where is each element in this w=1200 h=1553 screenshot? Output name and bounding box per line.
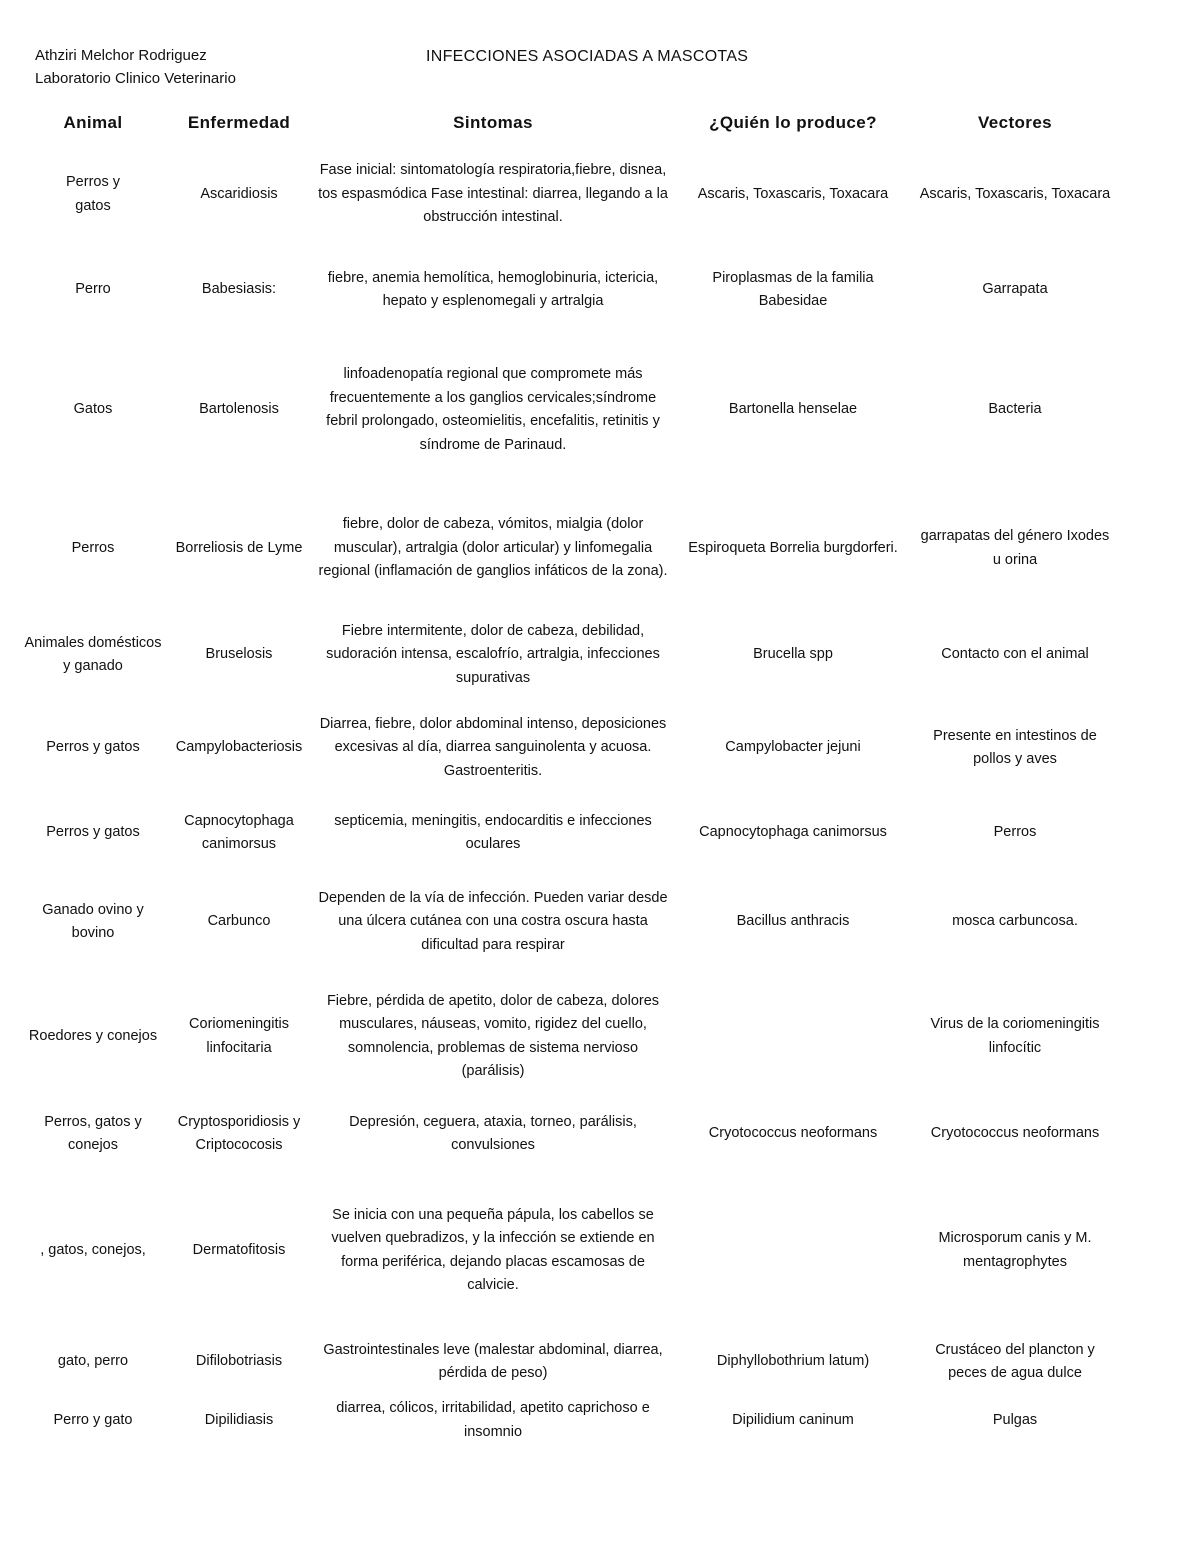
cell-enfermedad: Babesiasis:: [201, 281, 277, 298]
cell-produce: Diphyllobothrium latum): [716, 1353, 870, 1370]
cell-sintomas: septicemia, meningitis, endocarditis e infecciones oculares: [334, 812, 652, 852]
department-name: Laboratorio Clinico Veterinario: [35, 70, 236, 87]
table-row: [20, 610, 1180, 700]
cell-produce: Campylobacter jejuni: [725, 739, 861, 756]
cell-produce: Bacillus anthracis: [736, 913, 850, 930]
cell-sintomas: Dependen de la vía de infección. Pueden variar desde una úlcera cutánea con una costra oscura hasta dificultad para respirar: [318, 889, 668, 953]
table-header-row: [20, 104, 1180, 142]
cell-produce: Piroplasmas de la familia Babesidae: [712, 269, 874, 309]
author-name: Athziri Melchor Rodriguez: [35, 47, 207, 64]
cell-animal: , gatos, conejos,: [40, 1241, 146, 1258]
cell-animal: Perros y gatos: [46, 739, 140, 756]
column-header-animal: Animal: [63, 113, 123, 132]
table-row: [20, 247, 1180, 333]
cell-animal: Gatos: [73, 401, 113, 418]
cell-animal: Perros y gatos: [46, 824, 140, 841]
cell-vectores: garrapatas del género Ixodes u orina: [920, 528, 1110, 568]
table-row: [20, 796, 1180, 870]
cell-vectores: Perros: [993, 824, 1037, 841]
table-row: [20, 700, 1180, 796]
column-header-vectores: Vectores: [977, 113, 1053, 132]
cell-sintomas: Fiebre, pérdida de apetito, dolor de cabeza, dolores musculares, náuseas, vomito, rigidez del cuello, somnolencia, problemas de sistema nervioso (parálisis): [326, 992, 660, 1079]
cell-enfermedad: Bruselosis: [205, 646, 273, 663]
cell-enfermedad: Dermatofitosis: [192, 1241, 286, 1258]
cell-sintomas: fiebre, anemia hemolítica, hemoglobinuria, ictericia, hepato y esplenomegali y artralgia: [327, 269, 659, 309]
cell-animal: gato, perro: [57, 1353, 129, 1370]
cell-animal: Perros: [71, 539, 115, 556]
cell-enfermedad: Difilobotriasis: [195, 1353, 283, 1370]
table-row: [20, 1332, 1180, 1392]
table-row: [20, 974, 1180, 1099]
cell-sintomas: linfoadenopatía regional que compromete más frecuentemente a los ganglios cervicales;síndrome febril prolongado, osteomielitis, encefalitis, retinitis y síndrome de Parinaud.: [326, 366, 660, 453]
cell-produce: Brucella spp: [753, 646, 833, 663]
column-header-sintomas: Sintomas: [453, 113, 533, 132]
table-row: [20, 870, 1180, 974]
cell-sintomas: Fase inicial: sintomatología respiratoria,fiebre, disnea, tos espasmódica Fase intestinal: diarrea, llegando a la obstrucción intestinal.: [318, 162, 668, 226]
table-row: [20, 142, 1180, 247]
table-row: [20, 1099, 1180, 1169]
cell-produce: Espiroqueta Borrelia burgdorferi.: [688, 539, 898, 556]
cell-animal: Ganado ovino y bovino: [42, 901, 144, 941]
cell-produce: Dipilidium caninum: [732, 1411, 854, 1428]
cell-enfermedad: Capnocytophaga canimorsus: [184, 812, 294, 852]
cell-animal: Perro: [75, 281, 111, 298]
column-header-produce: ¿Quién lo produce?: [709, 113, 877, 132]
cell-vectores: Presente en intestinos de pollos y aves: [933, 727, 1097, 767]
cell-vectores: Contacto con el animal: [941, 646, 1089, 663]
cell-animal: Perro y gato: [53, 1411, 133, 1428]
cell-enfermedad: Ascaridiosis: [200, 185, 278, 202]
cell-animal: Perros y gatos: [66, 174, 120, 214]
cell-animal: Roedores y conejos: [28, 1027, 158, 1044]
cell-enfermedad: Campylobacteriosis: [175, 739, 303, 756]
cell-enfermedad: Borreliosis de Lyme: [175, 539, 303, 556]
cell-vectores: mosca carbuncosa.: [952, 913, 1078, 930]
cell-vectores: Microsporum canis y M. mentagrophytes: [938, 1230, 1092, 1270]
table-row: [20, 487, 1180, 610]
table-row: [20, 1392, 1180, 1449]
cell-sintomas: Depresión, ceguera, ataxia, torneo, parálisis, convulsiones: [349, 1113, 637, 1153]
cell-sintomas: fiebre, dolor de cabeza, vómitos, mialgia (dolor muscular), artralgia (dolor articular) y linfomegalia regional (inflamación de ganglios infáticos de la zona).: [318, 516, 668, 580]
cell-vectores: Bacteria: [988, 401, 1042, 418]
cell-sintomas: diarrea, cólicos, irritabilidad, apetito caprichoso e insomnio: [336, 1400, 650, 1440]
document-header-left: [35, 44, 236, 90]
cell-vectores: Crustáceo del plancton y peces de agua dulce: [935, 1341, 1095, 1381]
cell-animal: Animales domésticos y ganado: [24, 634, 162, 674]
infections-table: [20, 104, 1180, 1449]
cell-produce: Capnocytophaga canimorsus: [699, 824, 887, 841]
cell-vectores: Virus de la coriomeningitis linfocític: [930, 1016, 1100, 1056]
cell-vectores: Ascaris, Toxascaris, Toxacara: [919, 185, 1111, 202]
cell-sintomas: Se inicia con una pequeña pápula, los cabellos se vuelven quebradizos, y la infección se extiende en forma periférica, dejando placas escamosas de calvicie.: [331, 1206, 655, 1293]
table-row: [20, 1169, 1180, 1332]
cell-enfermedad: Cryptosporidiosis y Criptococosis: [177, 1113, 301, 1153]
cell-sintomas: Gastrointestinales leve (malestar abdominal, diarrea, pérdida de peso): [323, 1341, 663, 1381]
cell-sintomas: Fiebre intermitente, dolor de cabeza, debilidad, sudoración intensa, escalofrío, artralgia, infecciones supurativas: [326, 622, 660, 686]
cell-enfermedad: Coriomeningitis linfocitaria: [189, 1016, 289, 1056]
cell-produce: Bartonella henselae: [728, 401, 858, 418]
cell-animal: Perros, gatos y conejos: [44, 1113, 142, 1153]
cell-sintomas: Diarrea, fiebre, dolor abdominal intenso, deposiciones excesivas al día, diarrea sanguinolenta y acuosa. Gastroenteritis.: [319, 715, 667, 779]
table-row: [20, 333, 1180, 487]
cell-vectores: Pulgas: [992, 1411, 1038, 1428]
cell-vectores: Cryotococcus neoformans: [930, 1125, 1100, 1142]
cell-produce: Cryotococcus neoformans: [708, 1125, 878, 1142]
page-title: INFECCIONES ASOCIADAS A MASCOTAS: [426, 48, 749, 65]
column-header-enfermedad: Enfermedad: [187, 113, 291, 132]
cell-vectores: Garrapata: [982, 281, 1048, 298]
cell-enfermedad: Carbunco: [207, 913, 271, 930]
cell-produce: Ascaris, Toxascaris, Toxacara: [697, 185, 889, 202]
table-body: [20, 142, 1180, 1449]
cell-enfermedad: Dipilidiasis: [204, 1411, 274, 1428]
cell-enfermedad: Bartolenosis: [199, 401, 279, 418]
